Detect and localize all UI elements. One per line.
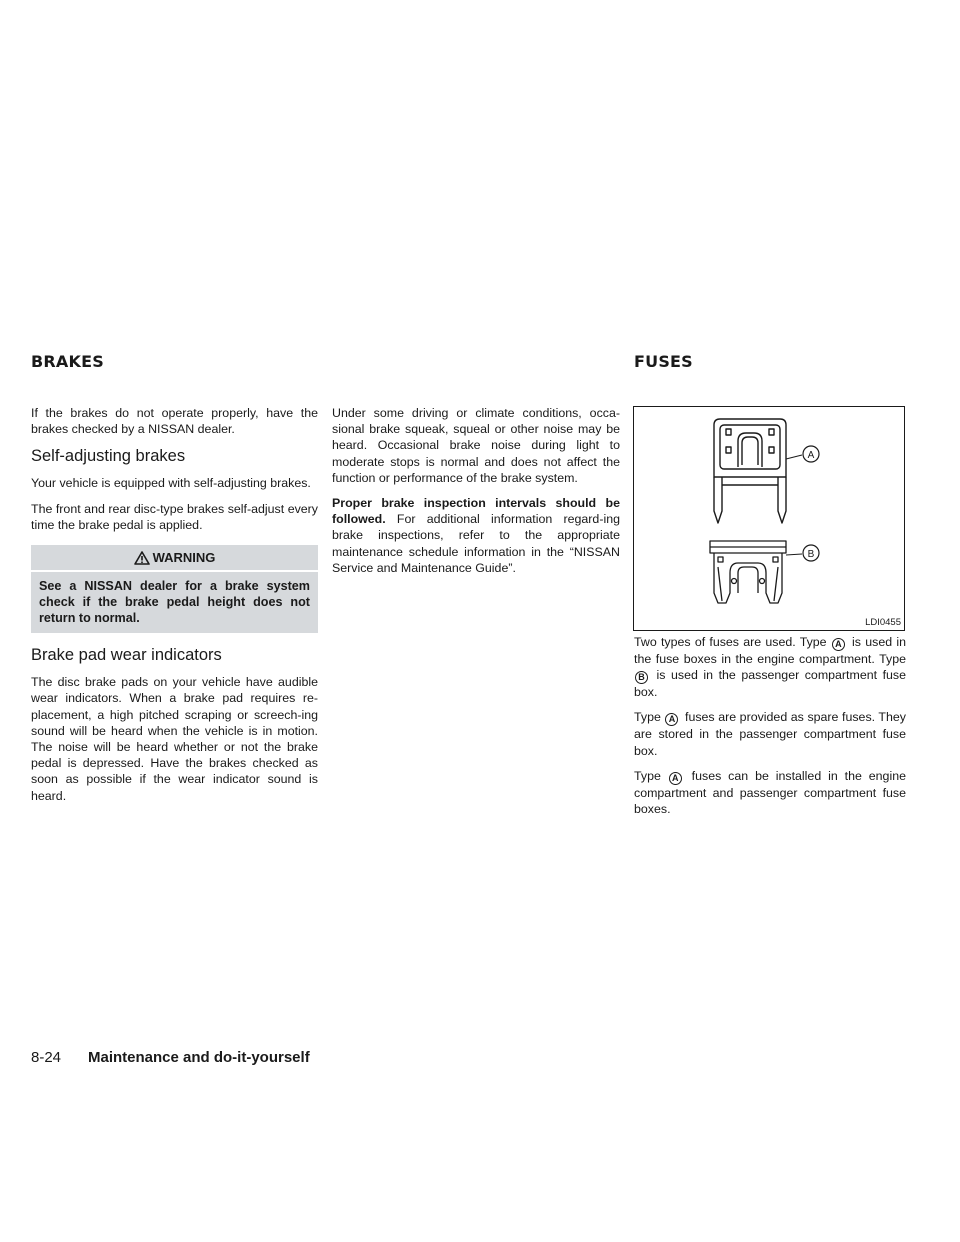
- section-title-fuses: FUSES: [634, 352, 693, 371]
- fuses-p1-text-b: is used in the fuse boxes in the engine compartment. Type: [634, 635, 906, 666]
- brake-noise-paragraph: Under some driving or climate conditions, occa-sional brake squeak, squeal or other noise may be heard. Occasional brake noise during light to moderate stops is normal and does not affect the function or performance of the brake system.: [332, 406, 620, 485]
- fuses-paragraph-2: [634, 709, 906, 758]
- self-adjusting-paragraph-1: Your vehicle is equipped with self-adjusting brakes.: [31, 476, 311, 491]
- warning-icon: [134, 551, 150, 565]
- fuses-p2-text-a: Type: [634, 710, 665, 725]
- callout-b-leader: [786, 554, 802, 555]
- fuses-p1-text-c: is used in the passenger compartment fuse box.: [634, 668, 906, 700]
- fuse-a-illustration: [714, 419, 786, 523]
- fuses-p1-text-a: Two types of fuses are used. Type: [634, 635, 831, 649]
- type-a-badge: A: [669, 772, 682, 785]
- warning-text: See a NISSAN dealer for a brake system check if the brake pedal height does not return to normal.: [31, 570, 318, 633]
- callout-b-label: B: [807, 549, 815, 560]
- fuse-figure: [633, 406, 905, 631]
- brake-pad-paragraph: The disc brake pads on your vehicle have audible wear indicators. When a brake pad requires re-placement, a high pitched scraping or screech-ing sound will be heard when the vehicle is in motion. The noise will be heard whether or not the brake pedal is depressed. Have the brakes checked as soon as possible if the wear indicator sound is heard.: [31, 675, 318, 803]
- callout-a-label: A: [807, 450, 815, 461]
- fuses-p3-text-a: Type: [634, 768, 668, 783]
- brakes-column-2: [332, 405, 620, 585]
- fuse-illustration: [634, 407, 904, 617]
- inspection-text: For additional information regard-ing brake inspections, refer to the appropriate maintenance schedule information in the “NISSAN Service and Maintenance Guide”.: [332, 512, 620, 575]
- warning-label: WARNING: [152, 550, 216, 566]
- fuse-b-illustration: [710, 541, 786, 603]
- brakes-intro-paragraph: If the brakes do not operate properly, have the brakes checked by a NISSAN dealer.: [31, 406, 318, 437]
- inspection-bold-text: Proper brake inspection intervals should be followed.: [332, 496, 620, 527]
- brakes-column-1: [31, 405, 318, 813]
- fuses-column: [634, 634, 906, 826]
- type-a-badge: A: [665, 713, 678, 726]
- brake-pad-heading: Brake pad wear indicators: [31, 646, 222, 665]
- fuses-p2-text-b: fuses are provided as spare fuses. They are stored in the passenger compartment fuse box.: [634, 710, 906, 758]
- page-number: 8-24: [31, 1049, 62, 1066]
- figure-code: LDI0455: [865, 617, 901, 628]
- warning-header: [31, 545, 318, 570]
- fuses-paragraph-3: [634, 768, 906, 817]
- fuses-p3-text-b: fuses can be installed in the engine compartment and passenger compartment fuse boxes.: [634, 768, 906, 817]
- callout-a-leader: [786, 455, 802, 459]
- fuses-paragraph-1: [634, 634, 906, 700]
- brake-inspection-paragraph: [332, 495, 620, 576]
- section-title-brakes: BRAKES: [31, 352, 104, 371]
- warning-box: [31, 545, 318, 633]
- type-b-badge: B: [635, 671, 648, 684]
- type-a-badge: A: [832, 638, 845, 651]
- self-adjusting-paragraph-2: The front and rear disc-type brakes self-adjust every time the brake pedal is applied.: [31, 501, 318, 532]
- self-adjusting-heading: Self-adjusting brakes: [31, 447, 186, 466]
- chapter-title: Maintenance and do-it-yourself: [88, 1049, 310, 1066]
